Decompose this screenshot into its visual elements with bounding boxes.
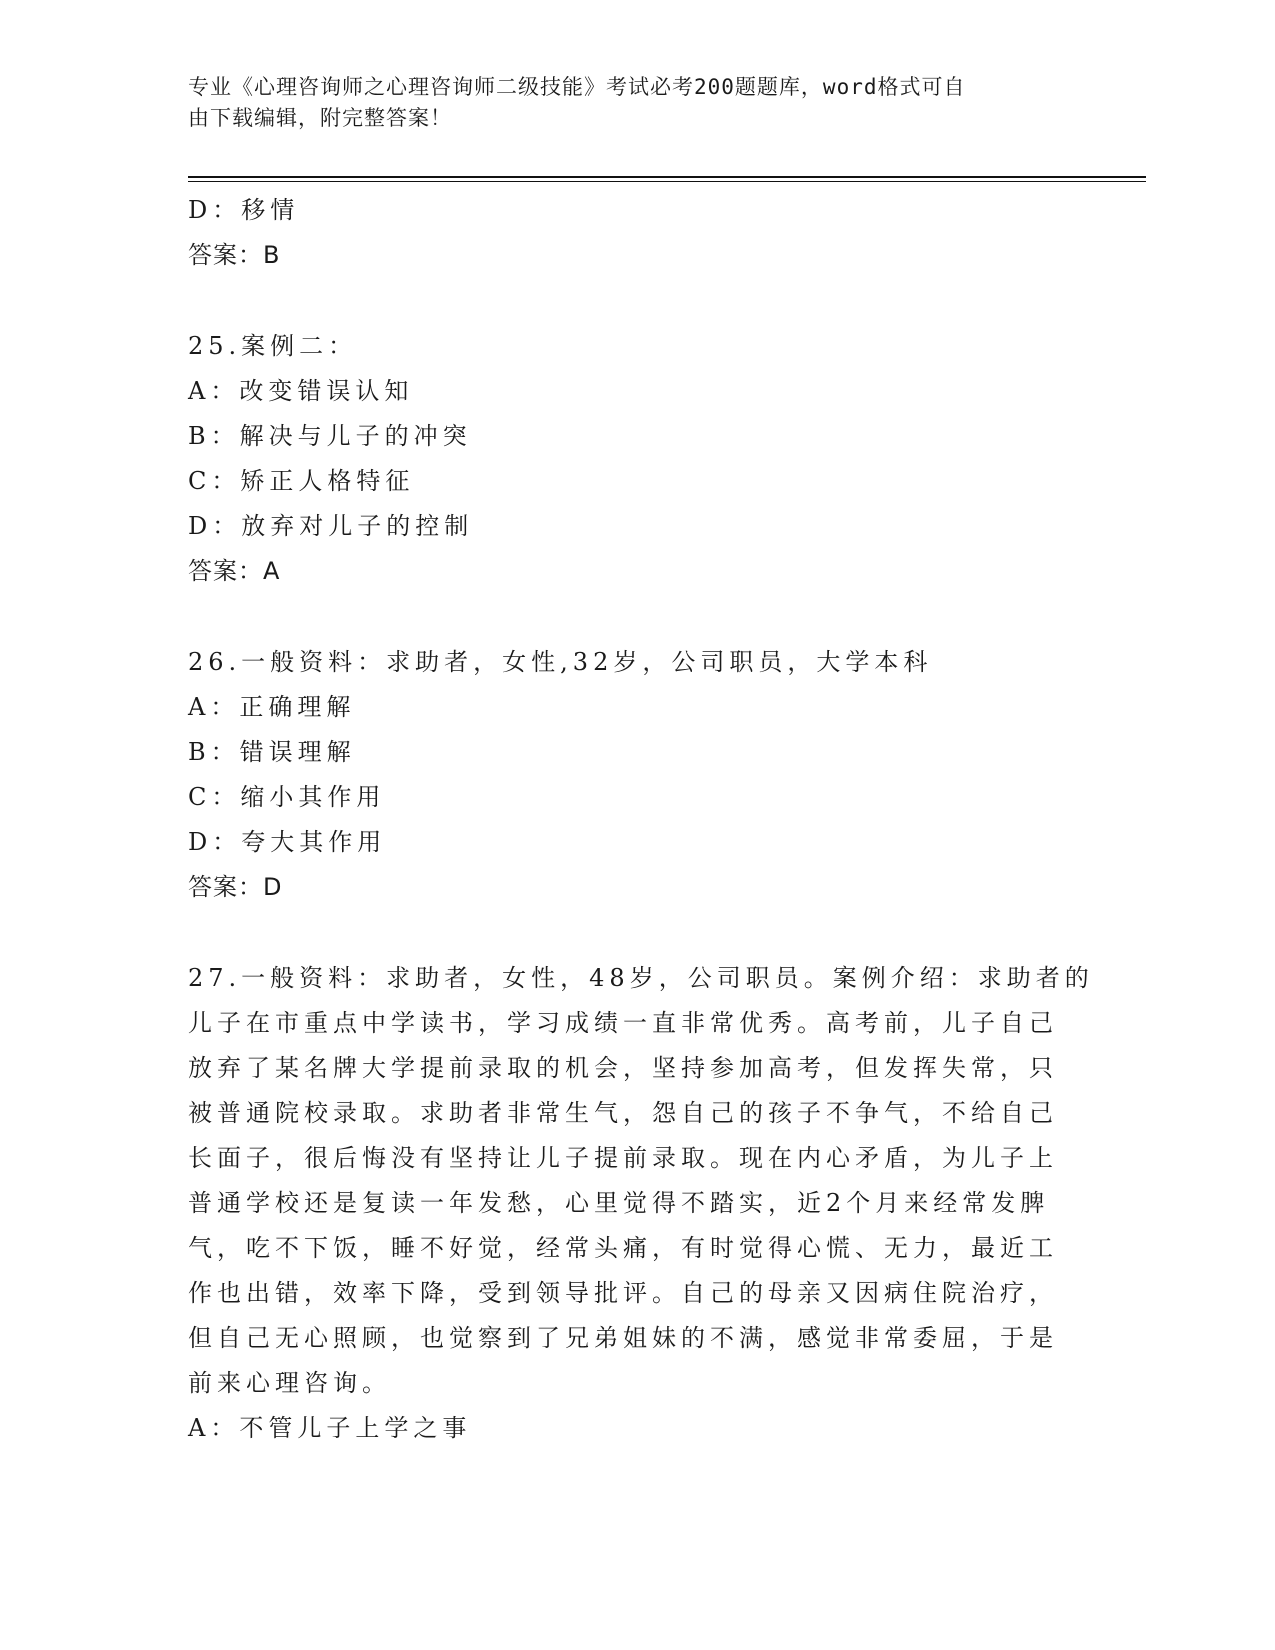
q25-option-d: D：放弃对儿子的控制 xyxy=(188,512,474,540)
q26-option-b: B：错误理解 xyxy=(188,738,356,766)
q27-stem-line: 但自己无心照顾，也觉察到了兄弟姐妹的不满，感觉非常委屈，于是 xyxy=(188,1324,1058,1352)
q27-stem xyxy=(188,956,1094,1406)
q26-option-c: C：缩小其作用 xyxy=(188,783,386,811)
q26-option-d: D：夸大其作用 xyxy=(188,828,387,856)
q27-stem-line: 27.一般资料：求助者，女性，48岁，公司职员。案例介绍：求助者的 xyxy=(188,964,1094,992)
q26-answer: 答案：D xyxy=(188,873,283,901)
q27-stem-line: 被普通院校录取。求助者非常生气，怨自己的孩子不争气，不给自己 xyxy=(188,1099,1058,1127)
document-header xyxy=(188,72,1068,134)
q25-answer: 答案：A xyxy=(188,557,281,585)
q27-stem-line: 前来心理咨询。 xyxy=(188,1369,391,1397)
spacer xyxy=(188,594,1078,640)
q25-option-c: C：矫正人格特征 xyxy=(188,467,415,495)
q27-stem-line: 儿子在市重点中学读书，学习成绩一直非常优秀。高考前，儿子自己 xyxy=(188,1009,1058,1037)
q27-stem-line: 普通学校还是复读一年发愁，心里觉得不踏实，近2个月来经常发脾 xyxy=(188,1189,1050,1217)
header-title-line-2: 由下载编辑，附完整答案！ xyxy=(188,106,452,130)
question-list xyxy=(188,188,1094,1451)
q27-option-a: A：不管儿子上学之事 xyxy=(188,1414,472,1442)
document-page xyxy=(188,0,1148,1650)
q27-stem-line: 放弃了某名牌大学提前录取的机会，坚持参加高考，但发挥失常，只 xyxy=(188,1054,1058,1082)
spacer xyxy=(188,278,1078,324)
header-divider-thick xyxy=(188,176,1146,178)
q24-option-d: D：移情 xyxy=(188,196,300,224)
q25-stem: 25.案例二： xyxy=(188,332,358,360)
q25-option-b: B：解决与儿子的冲突 xyxy=(188,422,472,450)
q25-option-a: A：改变错误认知 xyxy=(188,377,414,405)
spacer xyxy=(188,910,1078,956)
q27-stem-line: 气，吃不下饭，睡不好觉，经常头痛，有时觉得心慌、无力，最近工 xyxy=(188,1234,1058,1262)
q27-stem-line: 长面子，很后悔没有坚持让儿子提前录取。现在内心矛盾，为儿子上 xyxy=(188,1144,1058,1172)
header-divider-thin xyxy=(188,181,1146,182)
q27-stem-line: 作也出错，效率下降，受到领导批评。自己的母亲又因病住院治疗， xyxy=(188,1279,1058,1307)
q24-answer: 答案：B xyxy=(188,241,281,269)
q26-option-a: A：正确理解 xyxy=(188,693,356,721)
q26-stem: 26.一般资料：求助者，女性,32岁，公司职员，大学本科 xyxy=(188,648,933,676)
header-title-line-1: 专业《心理咨询师之心理咨询师二级技能》考试必考200题题库，word格式可自 xyxy=(188,75,966,99)
